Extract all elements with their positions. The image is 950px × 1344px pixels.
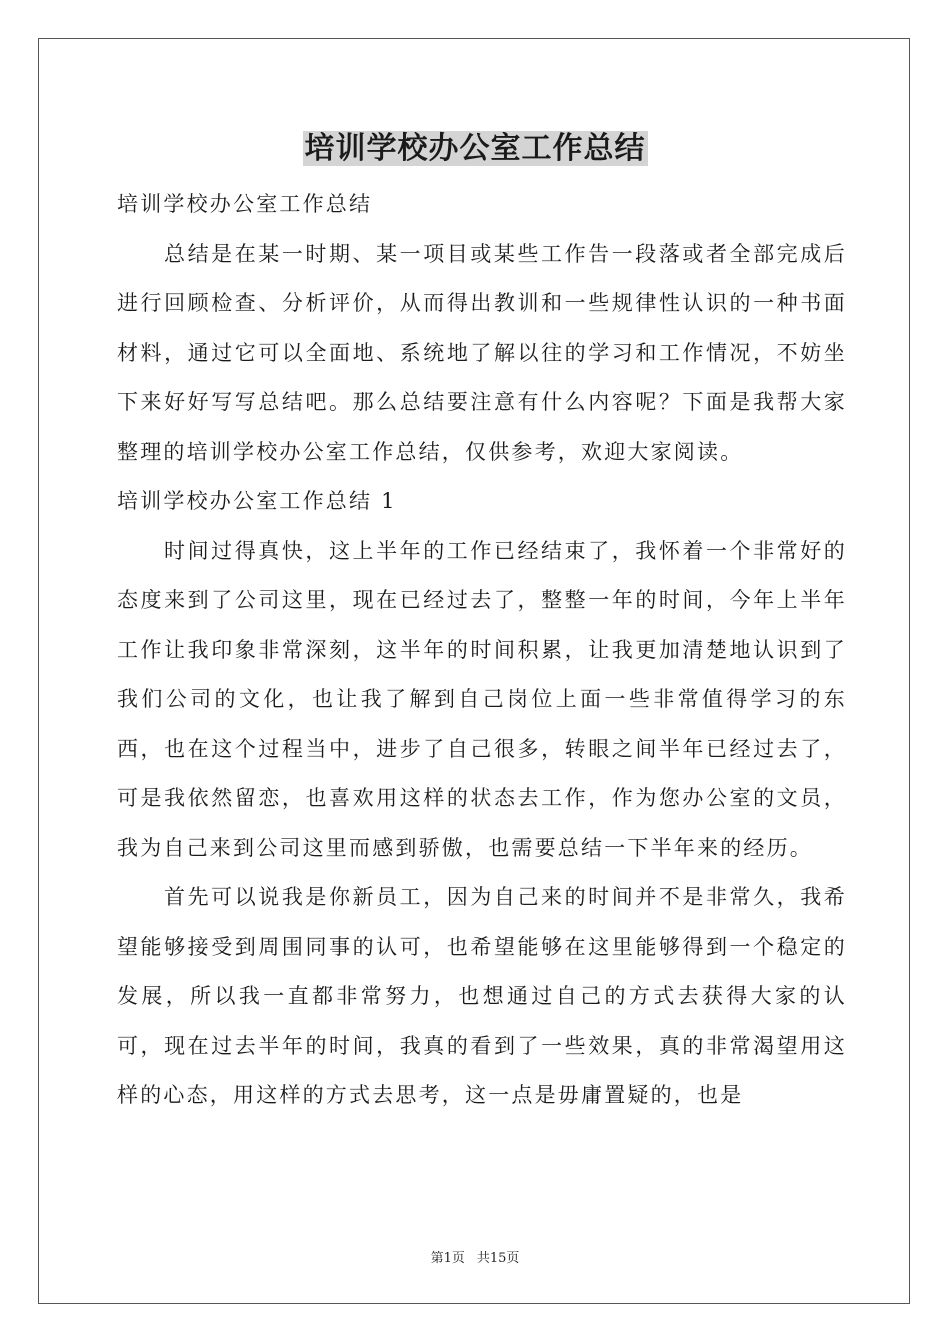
- document-body: [117, 180, 847, 1121]
- page-number-current: 第1页: [430, 1251, 465, 1266]
- intro-paragraph: 总结是在某一时期、某一项目或某些工作告一段落或者全部完成后进行回顾检查、分析评价，从而得出教训和一些规律性认识的一种书面材料，通过它可以全面地、系统地了解以往的学习和工作情况，不妨坐下来好好写写总结吧。那么总结要注意有什么内容呢？下面是我帮大家整理的培训学校办公室工作总结，仅供参考，欢迎大家阅读。: [117, 241, 847, 464]
- body-paragraph-1: 时间过得真快，这上半年的工作已经结束了，我怀着一个非常好的态度来到了公司这里，现在已经过去了，整整一年的时间，今年上半年工作让我印象非常深刻，这半年的时间积累，让我更加清楚地认识到了我们公司的文化，也让我了解到自己岗位上面一些非常值得学习的东西，也在这个过程当中，进步了自己很多，转眼之间半年已经过去了，可是我依然留恋，也喜欢用这样的状态去工作，作为您办公室的文员，我为自己来到公司这里而感到骄傲，也需要总结一下半年来的经历。: [117, 538, 847, 860]
- section-heading: 培训学校办公室工作总结 1: [117, 489, 397, 513]
- document-subtitle: 培训学校办公室工作总结: [117, 192, 373, 216]
- page-number-total: 共15页: [476, 1251, 520, 1266]
- document-title: [0, 128, 950, 170]
- body-paragraph-2: 首先可以说我是你新员工，因为自己来的时间并不是非常久，我希望能够接受到周围同事的认可，也希望能够在这里能够得到一个稳定的发展，所以我一直都非常努力，也想通过自己的方式去获得大家的认可，现在过去半年的时间，我真的看到了一些效果，真的非常渴望用这样的心态，用这样的方式去思考，这一点是毋庸置疑的，也是: [117, 885, 847, 1107]
- page-footer: [0, 1247, 950, 1266]
- document-title-text: 培训学校办公室工作总结: [304, 131, 646, 166]
